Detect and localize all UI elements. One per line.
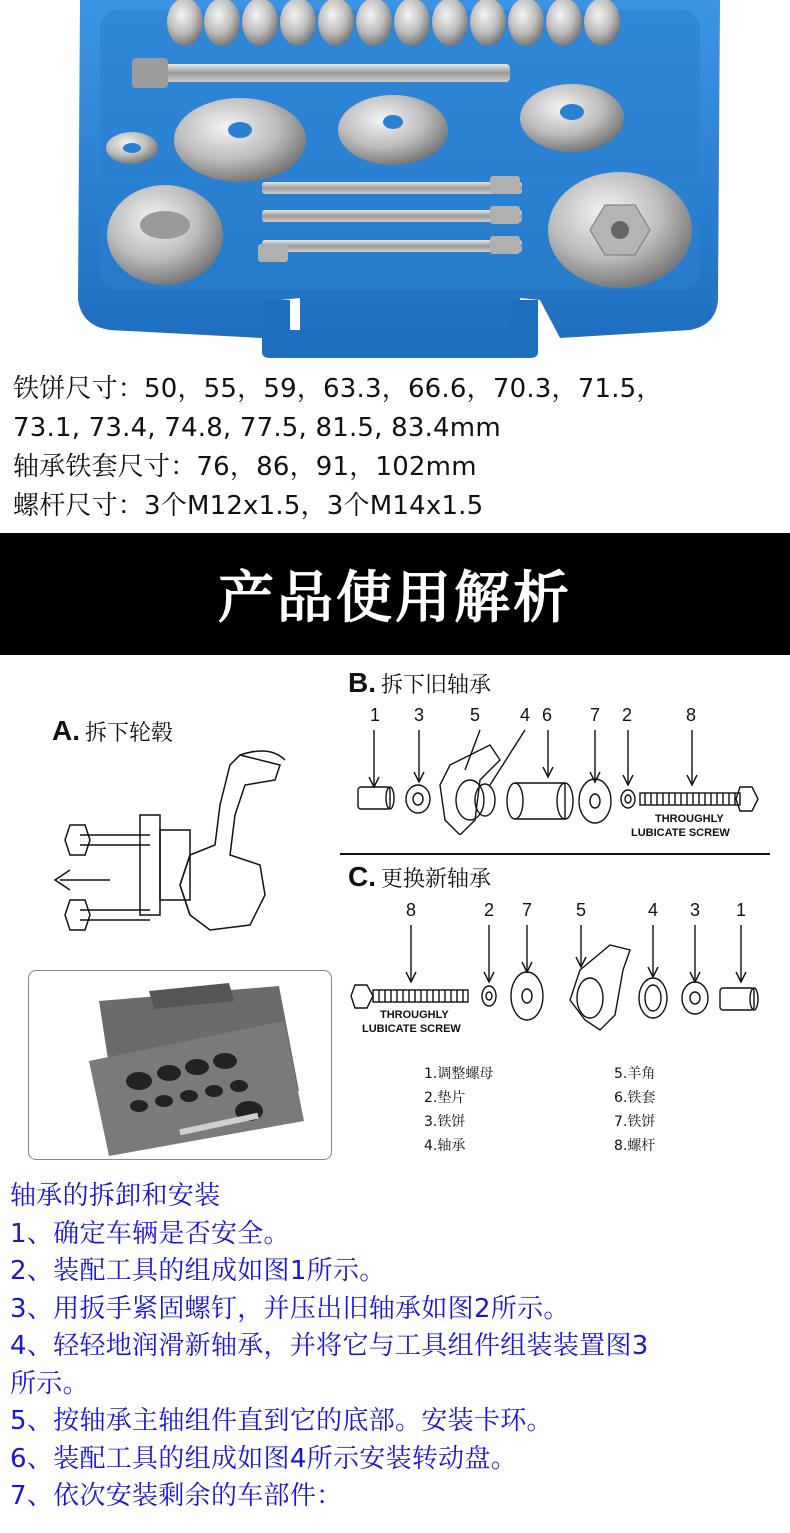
diagram-b-letter: B. bbox=[348, 667, 376, 698]
diagram-b-number: 1 bbox=[370, 705, 381, 725]
long-screw bbox=[150, 64, 510, 82]
legend-item: 5.羊角 bbox=[614, 1066, 656, 1082]
diagram-c-letter: C. bbox=[348, 861, 376, 892]
diagram-c-text: 更换新轴承 bbox=[381, 866, 492, 891]
usage-diagrams bbox=[0, 655, 790, 1175]
banner-title: 产品使用解析 bbox=[218, 566, 572, 631]
diagram-c-screw-note-line2: LUBICATE SCREW bbox=[362, 1023, 461, 1035]
diagram-b-screw-note-line1: THROUGHLY bbox=[655, 813, 724, 825]
diagram-divider bbox=[340, 853, 770, 855]
spec-disc-sizes-cont: 73.1, 73.4, 74.8, 77.5, 81.5, 83.4mm bbox=[13, 413, 501, 443]
instruction-step: 5、按轴承主轴组件直到它的底部。安装卡环。 bbox=[10, 1406, 553, 1436]
diagram-b-number: 2 bbox=[622, 705, 633, 725]
spec-sleeve-sizes: 轴承铁套尺寸：76，86，91，102mm bbox=[13, 452, 477, 482]
legend-item: 6.铁套 bbox=[614, 1090, 656, 1106]
product-photo-tool-case bbox=[0, 0, 790, 360]
diagram-c-number: 5 bbox=[576, 900, 587, 920]
diagram-b-number: 7 bbox=[590, 705, 601, 725]
short-screws bbox=[258, 176, 522, 262]
instructions-heading: 轴承的拆卸和安装 bbox=[10, 1181, 221, 1211]
instruction-step: 2、装配工具的组成如图1所示。 bbox=[10, 1256, 386, 1286]
spec-list bbox=[13, 370, 783, 526]
instructions-list bbox=[10, 1178, 785, 1516]
legend-item: 2.垫片 bbox=[424, 1090, 466, 1106]
large-disc bbox=[174, 98, 306, 182]
diagram-c-number: 4 bbox=[648, 900, 659, 920]
tool-case-illustration bbox=[0, 0, 790, 360]
diagram-c-number: 2 bbox=[484, 900, 495, 920]
diagram-a-text: 拆下轮毂 bbox=[85, 720, 174, 745]
diagram-c-number: 7 bbox=[522, 900, 533, 920]
diagram-b-screw-note-line2: LUBICATE SCREW bbox=[631, 827, 730, 839]
diagram-c-number: 3 bbox=[690, 900, 701, 920]
instruction-step: 6、装配工具的组成如图4所示安装转动盘。 bbox=[10, 1443, 518, 1474]
legend-item: 7.铁饼 bbox=[614, 1114, 656, 1130]
diagram-a-title bbox=[52, 715, 173, 747]
diagram-b-text: 拆下旧轴承 bbox=[381, 672, 492, 697]
diagram-c-title bbox=[348, 861, 491, 893]
instruction-step: 4、轻轻地润滑新轴承，并将它与工具组件组装装置图3 bbox=[10, 1331, 649, 1361]
section-banner bbox=[0, 533, 790, 655]
diagram-b-number: 8 bbox=[686, 705, 697, 725]
grey-case-photo bbox=[28, 970, 332, 1160]
diagram-a-drawing bbox=[40, 745, 300, 965]
diagram-b-number: 5 bbox=[470, 705, 481, 725]
legend-item: 8.螺杆 bbox=[614, 1138, 656, 1154]
diagram-c-drawing bbox=[345, 920, 775, 1040]
instruction-step-cont: 所示。 bbox=[10, 1368, 89, 1399]
diagram-b-title bbox=[348, 667, 491, 699]
legend-item: 1.调整螺母 bbox=[424, 1066, 494, 1082]
grey-case-illustration bbox=[29, 971, 331, 1159]
instruction-step: 1、确定车辆是否安全。 bbox=[10, 1218, 290, 1249]
legend-item: 4.轴承 bbox=[424, 1138, 466, 1154]
diagram-a-letter: A. bbox=[52, 715, 80, 746]
instruction-step: 7、依次安装剩余的车部件： bbox=[10, 1481, 343, 1511]
diagram-c-number: 8 bbox=[406, 900, 417, 920]
legend-item: 3.铁饼 bbox=[424, 1114, 466, 1130]
diagram-c-screw-note-line1: THROUGHLY bbox=[380, 1009, 449, 1021]
instruction-step: 3、用扳手紧固螺钉，并压出旧轴承如图2所示。 bbox=[10, 1293, 570, 1324]
medium-disc bbox=[338, 95, 448, 165]
spec-screw-sizes: 螺杆尺寸：3个M12x1.5，3个M14x1.5 bbox=[13, 491, 484, 521]
diagram-c-number: 1 bbox=[736, 900, 747, 920]
screw-head bbox=[132, 58, 168, 88]
spec-disc-sizes: 铁饼尺寸：50，55，59，63.3，66.6，70.3，71.5， bbox=[13, 374, 663, 404]
diagram-b-number: 3 bbox=[414, 705, 425, 725]
diagram-b-number: 6 bbox=[542, 705, 553, 725]
diagram-b-number: 4 bbox=[520, 705, 531, 725]
